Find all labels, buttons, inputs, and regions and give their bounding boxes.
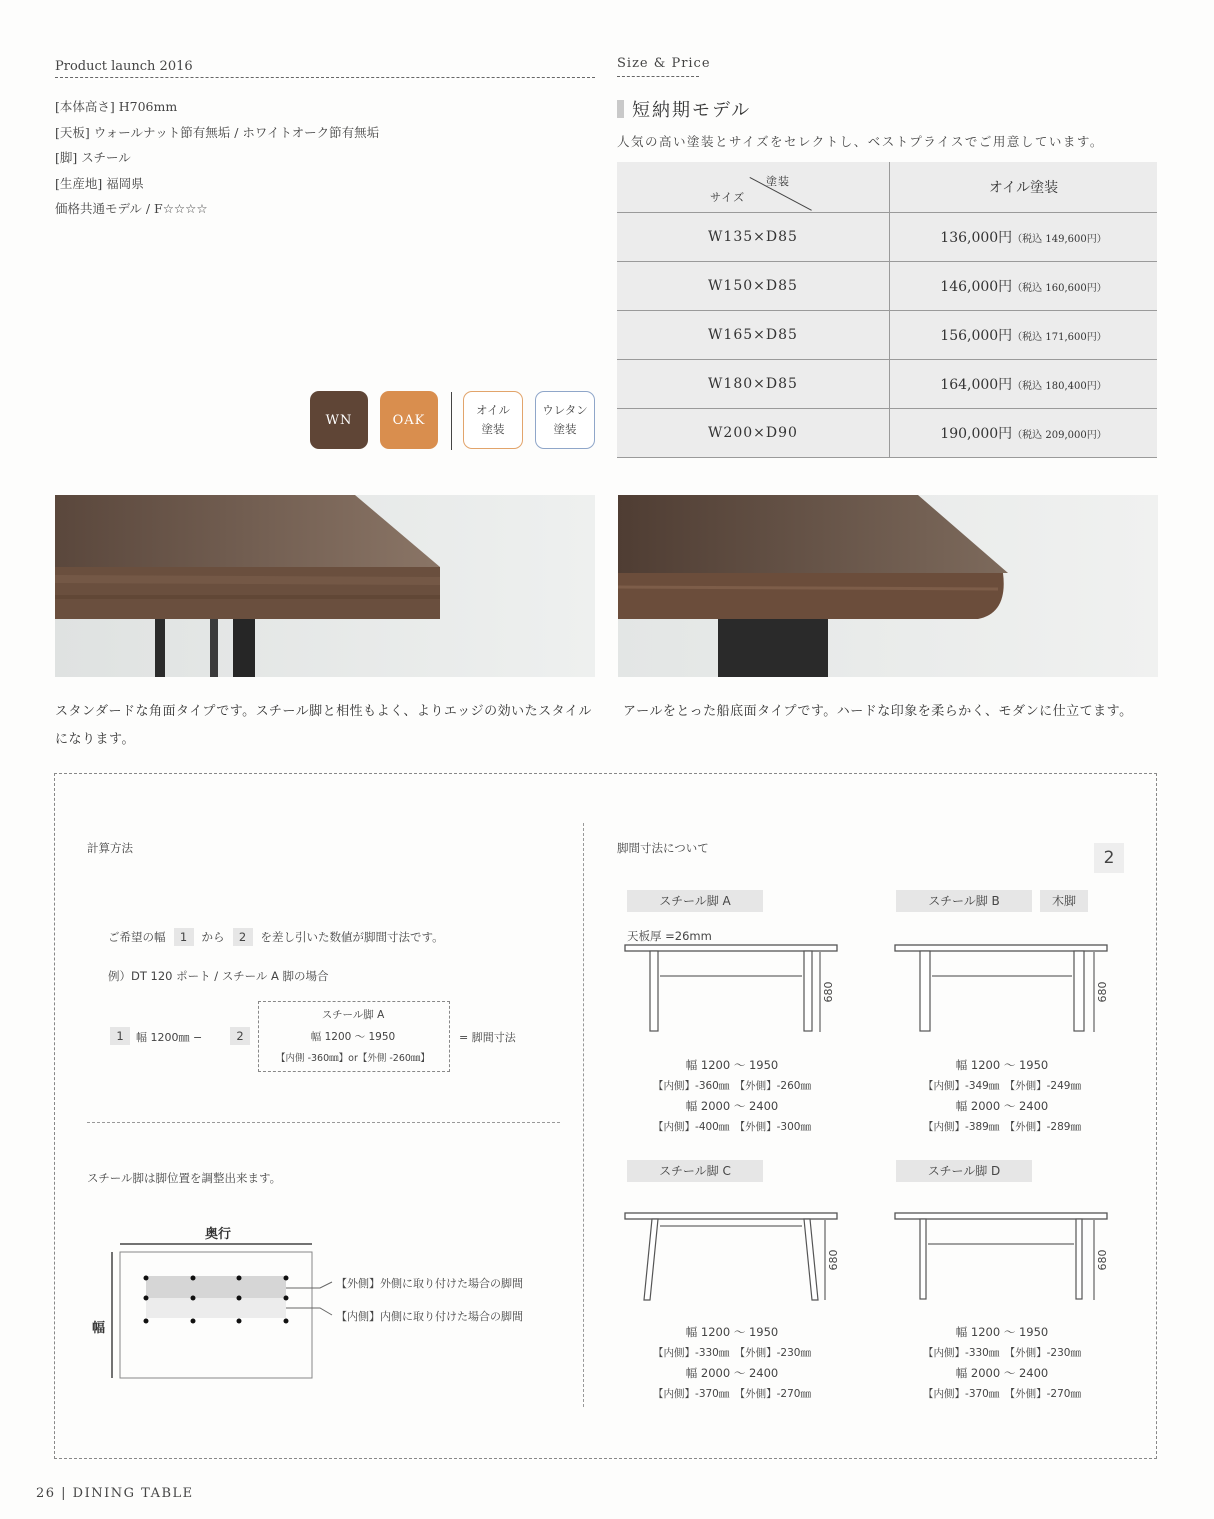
oil-badge-line2: 塗装	[481, 422, 505, 436]
leg-c-diagram	[620, 1208, 850, 1308]
spec-offsets: 【内側】-400㎜ 【外側】-300㎜	[653, 1120, 811, 1133]
table-row	[617, 262, 1157, 311]
column-header-oil: オイル塗装	[890, 162, 1158, 213]
spec-offsets: 【内側】-370㎜ 【外側】-270㎜	[653, 1387, 811, 1400]
spec-offsets: 【内側】-330㎜ 【外側】-230㎜	[923, 1346, 1081, 1359]
dashed-divider	[583, 823, 584, 1407]
price-tax: （税込 209,000円）	[1012, 430, 1107, 441]
outer-leg-span	[146, 1276, 286, 1298]
launch-label: Product launch 2016	[55, 59, 193, 74]
inner-legend: 【内側】内側に取り付けた場合の脚間	[336, 1310, 523, 1323]
price-table	[617, 162, 1157, 458]
spec-offsets: 【内側】-370㎜ 【外側】-270㎜	[923, 1387, 1081, 1400]
price-cell	[890, 213, 1158, 262]
calc-result: = 脚間寸法	[459, 1031, 516, 1044]
spec-model: 価格共通モデル / F☆☆☆☆	[55, 201, 208, 216]
depth-label: 奥行	[204, 1227, 232, 1242]
calc-box-width: 幅 1200 〜 1950	[310, 1031, 396, 1043]
price-tax: （税込 180,400円）	[1012, 381, 1107, 392]
spec-offsets: 【内側】-330㎜ 【外側】-230㎜	[653, 1346, 811, 1359]
wood-leg-label: 木脚	[1040, 890, 1088, 912]
price: 190,000円	[940, 426, 1013, 442]
walnut-swatch: WN	[310, 391, 368, 449]
calc-text-c: を差し引いた数値が脚間寸法です。	[260, 930, 444, 944]
price-cell	[890, 409, 1158, 458]
price: 164,000円	[940, 377, 1013, 393]
inner-leader-line	[286, 1308, 332, 1315]
urethane-badge-line2: 塗装	[553, 422, 577, 436]
width-label: 幅	[92, 1321, 106, 1336]
urethane-badge-line1: ウレタン	[542, 403, 588, 417]
section-number-badge: 2	[1094, 843, 1124, 873]
calc-box-leg: スチール脚 A	[321, 1009, 385, 1021]
price-cell	[890, 262, 1158, 311]
spec-top: [天板] ウォールナット節有無垢 / ホワイトオーク節有無垢	[55, 124, 380, 140]
corner-finish-label: 塗装	[766, 175, 790, 188]
height-label: 680	[1096, 1249, 1109, 1271]
title-accent-bar	[617, 100, 624, 118]
boat-edge-caption: アールをとった船底面タイプです。ハードな印象を柔らかく、モダンに仕立てます。	[623, 704, 1133, 719]
leg-b-spec	[882, 1055, 1122, 1137]
size-cell: W150×D85	[617, 262, 890, 311]
size-cell: W180×D85	[617, 360, 890, 409]
calc-width-expression: 幅 1200㎜ −	[136, 1031, 203, 1044]
table-corner-cell	[617, 162, 890, 213]
oil-finish-badge	[463, 391, 523, 449]
number-badge: 2	[230, 1027, 250, 1045]
spec-range: 幅 1200 〜 1950	[685, 1058, 779, 1072]
spec-offsets: 【内側】-360㎜ 【外側】-260㎜	[653, 1079, 811, 1092]
page-footer: 26 | DINING TABLE	[36, 1486, 194, 1501]
price-cell	[890, 360, 1158, 409]
calc-text-b: から	[201, 930, 225, 944]
spec-range: 幅 1200 〜 1950	[955, 1058, 1049, 1072]
table-row	[617, 213, 1157, 262]
oil-badge-line1: オイル	[476, 403, 510, 417]
dashed-divider	[55, 77, 595, 78]
spec-origin: [生産地] 福岡県	[55, 175, 144, 191]
calc-box-offsets: 【内側 -360㎜】or【外側 -260㎜】	[276, 1053, 430, 1064]
dashed-divider	[87, 1122, 560, 1123]
boat-edge-photo	[618, 495, 1158, 677]
outer-leader-line	[286, 1282, 332, 1288]
leg-a-label: スチール脚 A	[627, 890, 763, 912]
urethane-finish-badge	[535, 391, 595, 449]
dashed-divider	[617, 76, 699, 77]
height-label: 680	[827, 1249, 840, 1271]
price: 146,000円	[940, 279, 1013, 295]
leg-d-diagram	[888, 1208, 1118, 1308]
price: 156,000円	[940, 328, 1013, 344]
outer-legend: 【外側】外側に取り付けた場合の脚間	[336, 1277, 523, 1290]
table-header-row	[617, 162, 1157, 213]
top-thickness-label: 天板厚 =26mm	[627, 929, 712, 943]
spec-range: 幅 1200 〜 1950	[685, 1325, 779, 1339]
spec-list	[55, 94, 379, 222]
height-label: 680	[1096, 981, 1109, 1003]
inner-leg-span	[146, 1298, 286, 1318]
leg-a-diagram	[620, 940, 850, 1040]
swatch-divider	[451, 392, 452, 450]
legs-title: 脚間寸法について	[617, 841, 709, 855]
spec-range: 幅 2000 〜 2400	[685, 1366, 779, 1380]
price: 136,000円	[940, 230, 1013, 246]
oak-swatch: OAK	[380, 391, 438, 449]
number-badge: 1	[174, 928, 194, 946]
adjust-title: スチール脚は脚位置を調整出来ます。	[87, 1171, 282, 1185]
table-row	[617, 409, 1157, 458]
calc-text-a: ご希望の幅	[108, 930, 166, 944]
spec-range: 幅 2000 〜 2400	[955, 1366, 1049, 1380]
height-label: 680	[822, 981, 835, 1003]
price-tax: （税込 160,600円）	[1012, 283, 1107, 294]
leg-b-label: スチール脚 B	[896, 890, 1032, 912]
size-cell: W200×D90	[617, 409, 890, 458]
size-cell: W135×D85	[617, 213, 890, 262]
leg-c-label: スチール脚 C	[627, 1160, 763, 1182]
leg-position-diagram	[80, 1220, 560, 1385]
price-tax: （税込 149,600円）	[1012, 234, 1107, 245]
model-description: 人気の高い塗装とサイズをセレクトし、ベストプライスでご用意しています。	[617, 134, 1104, 149]
square-edge-photo	[55, 495, 595, 677]
price-tax: （税込 171,600円）	[1012, 332, 1107, 343]
leg-a-spec	[612, 1055, 852, 1137]
table-row	[617, 311, 1157, 360]
spec-offsets: 【内側】-389㎜ 【外側】-289㎜	[923, 1120, 1081, 1133]
leg-d-spec	[882, 1322, 1122, 1404]
spec-range: 幅 1200 〜 1950	[955, 1325, 1049, 1339]
square-edge-caption: スタンダードな角面タイプです。スチール脚と相性もよく、よりエッジの効いたスタイルになります。	[55, 704, 592, 747]
leg-c-spec	[612, 1322, 852, 1404]
number-badge: 1	[110, 1027, 130, 1045]
leg-b-diagram	[888, 940, 1118, 1040]
corner-size-label: サイズ	[710, 191, 746, 204]
spec-range: 幅 2000 〜 2400	[955, 1099, 1049, 1113]
calc-example: 例）DT 120 ポート / スチール A 脚の場合	[108, 969, 329, 983]
spec-legs: [脚] スチール	[55, 150, 131, 165]
calc-instruction	[108, 928, 444, 946]
spec-range: 幅 2000 〜 2400	[685, 1099, 779, 1113]
table-row	[617, 360, 1157, 409]
spec-offsets: 【内側】-349㎜ 【外側】-249㎜	[923, 1079, 1081, 1092]
spec-height: [本体高さ] H706mm	[55, 99, 178, 114]
number-badge: 2	[233, 928, 253, 946]
model-title: 短納期モデル	[632, 100, 752, 121]
size-price-title: Size & Price	[617, 56, 711, 71]
leg-d-label: スチール脚 D	[896, 1160, 1032, 1182]
price-cell	[890, 311, 1158, 360]
calc-title: 計算方法	[87, 841, 133, 855]
size-cell: W165×D85	[617, 311, 890, 360]
